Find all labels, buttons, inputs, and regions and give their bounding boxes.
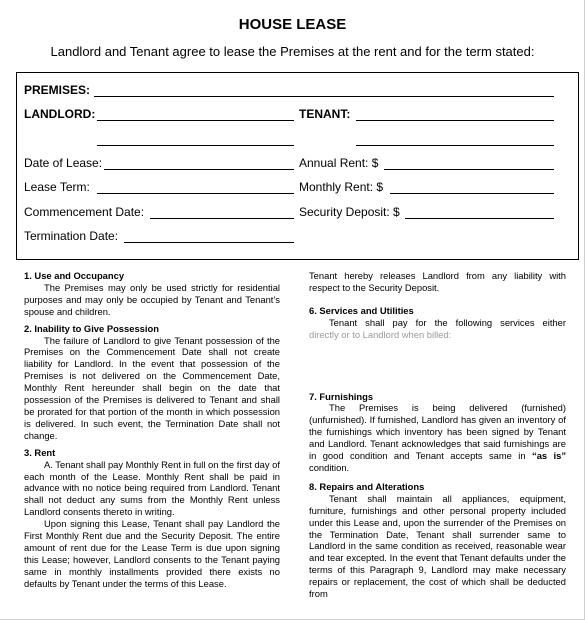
section-heading: 6. Services and Utilities <box>309 304 414 316</box>
furnishings-text: The Premises is being delivered (furnished) (unfurnished). If furnished, Landlord has given an inventory of the furnishings which inventory has been signed by Tenant and Landlord. Tenant acknowledges that said furnishings are in good condition and Tenant accepts same in <box>309 402 566 462</box>
section-text: The Premises may only be used strictly for residential purposes and may only be occupied by Tenant and Tenant’s spouse and children. <box>24 281 280 317</box>
intro-text: Landlord and Tenant agree to lease the Premises at the rent and for the term stated: <box>50 44 535 59</box>
date-of-lease-field[interactable] <box>104 169 294 170</box>
section-text: Tenant shall pay for the following services either <box>329 316 566 328</box>
premises-label: PREMISES: <box>24 83 91 97</box>
right-column <box>309 270 566 600</box>
as-is-text: “as is” <box>532 450 567 462</box>
annual-rent-field[interactable] <box>384 169 554 170</box>
section-heading: 8. Repairs and Alterations <box>309 480 425 492</box>
section-text: A. Tenant shall pay Monthly Rent in full on the first day of each month of the Lease. Monthly Rent shall be paid in advance with no notice being required from Landlord. Tenant shall not deduct any sums from the Monthly Rent unless Landlord consents thereto in writing. <box>24 458 280 518</box>
commencement-date-label: Commencement Date: <box>24 205 145 219</box>
annual-rent-label: Annual Rent: $ <box>299 156 379 170</box>
landlord-field-line2[interactable] <box>97 145 294 146</box>
security-deposit-field[interactable] <box>405 218 554 219</box>
left-column <box>24 270 280 590</box>
section-text: Tenant hereby releases Landlord from any liability with respect to the Security Deposit. <box>309 270 566 293</box>
section-heading: 1. Use and Occupancy <box>24 270 125 281</box>
section-text: The failure of Landlord to give Tenant possession of the Premises on the Commencement Date shall not create liability for Landlord. In the event that possession of the Premises is not delivered on the Commencement Date, Monthly Rent hereunder shall begin on the date that possession of the Premises is delivered to Tenant and shall be prorated for that portion of the month in which possession is delivered. In such event, the Termination Date shall not change. <box>24 334 280 441</box>
security-deposit-label: Security Deposit: $ <box>299 205 400 219</box>
section-text: Upon signing this Lease, Tenant shall pay Landlord the First Monthly Rent due and the Security Deposit. The entire amount of rent due for the Lease Term is due upon signing this Lease; however, Landlord consents to the Tenant paying same in monthly installments provided there exists no defaults by Tenant under the terms of this Lease. <box>24 518 280 589</box>
section-heading: 2. Inability to Give Possession <box>24 322 159 334</box>
tenant-field-line2[interactable] <box>356 145 554 146</box>
commencement-date-field[interactable] <box>150 218 294 219</box>
section-text: Tenant shall maintain all appliances, equipment, furniture, furnishings and other personal property included under this Lease and, upon the surrender of the Premises on the Termination Date, Tenant shall surrender same to Landlord in the same condition as received, reasonable wear and tear excepted. In the event that Tenant defaults under the terms of this Paragraph 9, Landlord may make necessary repairs or replacement, the cost of which shall be deducted from <box>309 492 566 600</box>
furnishings-text-end: condition. <box>309 461 350 473</box>
termination-date-label: Termination Date: <box>24 229 119 243</box>
lease-term-field[interactable] <box>97 193 294 194</box>
section-text-faint: directly or to Landlord when billed: <box>309 328 452 340</box>
date-of-lease-label: Date of Lease: <box>24 156 103 170</box>
section-text <box>309 402 566 473</box>
landlord-field[interactable] <box>97 120 294 121</box>
section-heading: 7. Furnishings <box>309 390 374 402</box>
monthly-rent-label: Monthly Rent: $ <box>299 180 384 194</box>
document-title: HOUSE LEASE <box>238 16 347 33</box>
landlord-label: LANDLORD: <box>24 107 96 121</box>
tenant-field[interactable] <box>356 120 554 121</box>
monthly-rent-field[interactable] <box>390 193 554 194</box>
termination-date-field[interactable] <box>124 242 294 243</box>
lease-term-label: Lease Term: <box>24 180 90 194</box>
premises-field[interactable] <box>94 96 554 97</box>
section-heading: 3. Rent <box>24 446 56 458</box>
tenant-label: TENANT: <box>299 107 351 121</box>
